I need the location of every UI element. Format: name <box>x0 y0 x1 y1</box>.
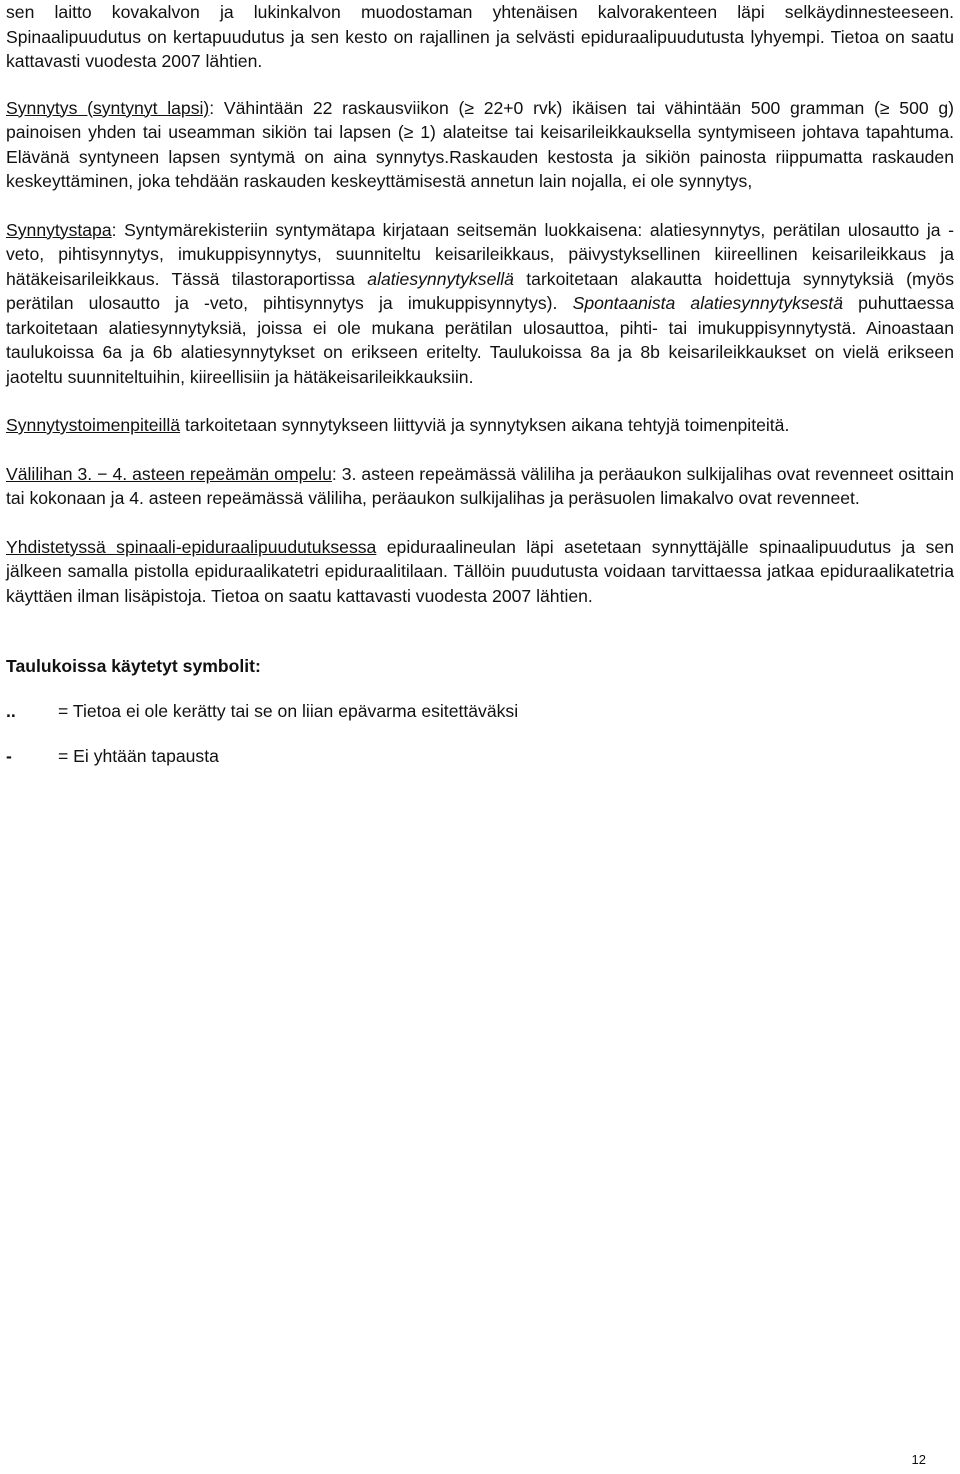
synnytystapa-text-2: tarkoitetaan alakautta hoidettuja synnytyksiä (myös perätilan ulosautto ja -veto, pihtisynnytys ja imukuppisynnytys). <box>6 268 955 313</box>
symbols-heading: Taulukoissa käytetyt symbolit: <box>6 656 261 676</box>
intro-paragraph: sen laitto kovakalvon ja lukinkalvon muodostaman yhtenäisen kalvorakenteen läpi selkäydinnesteeseen. Spinaalipuudutus on kertapuudutus ja sen kesto on rajallinen ja selvästi epiduraalipuudutusta lyhyempi. Tietoa on saatu kattavasti vuodesta 2007 lähtien. <box>6 2 954 71</box>
spacer <box>6 389 954 413</box>
synnytystapa-text-3: puhuttaessa tarkoitetaan alatiesynnytyksiä, joissa ei ole mukana perätilan ulosauttoa, pihti- tai imukuppisynnytystä. Ainoastaan taulukoissa 6a ja 6b alatiesynnytykset on erikseen eritelty. Taulukoissa 8a ja 8b keisarileikkaukset on vielä erikseen jaoteltu suunniteltuihin, kiireellisiin ja hätäkeisarileikkauksiin. <box>6 293 954 387</box>
spacer <box>6 438 954 462</box>
synnytystapa-paragraph <box>6 218 954 390</box>
page-number: 12 <box>911 1452 926 1467</box>
symbol-meaning: = Ei yhtään tapausta <box>58 746 219 766</box>
spacer <box>6 511 954 535</box>
spacer <box>6 194 954 218</box>
toimenpiteet-text: tarkoitetaan synnytykseen liittyviä ja synnytyksen aikana tehtyjä toimenpiteitä. <box>180 415 790 435</box>
synnytys-paragraph <box>6 96 954 194</box>
yhdistetty-text: epiduraalineulan läpi asetetaan synnyttäjälle spinaalipuudutus ja sen jälkeen samalla pistolla epiduraalikatetri epiduraalitilaan. Tällöin puudutusta voidaan tarvittaessa jatkaa epiduraalikatetria käyttäen ilman lisäpistoja. Tietoa on saatu kattavasti vuodesta 2007 lähtien. <box>6 536 954 606</box>
symbol-key: .. <box>6 700 16 721</box>
spacer <box>6 74 954 96</box>
valiliha-term: Välilihan 3. − 4. asteen repeämän ompelu <box>6 463 332 484</box>
document-page <box>6 0 954 769</box>
valiliha-text: : 3. asteen repeämässä väliliha ja peräaukon sulkijalihas ovat revenneet osittain tai kokonaan ja 4. asteen repeämässä väliliha, peräaukon sulkijalihas ja peräsuolen limakalvo ovat revenneet. <box>6 463 954 508</box>
toimenpiteet-term: Synnytystoimenpiteillä <box>6 415 181 435</box>
symbol-meaning: = Tietoa ei ole kerätty tai se on liian epävarma esitettäväksi <box>58 700 519 721</box>
symbol-key: - <box>6 746 12 766</box>
spacer <box>6 679 954 699</box>
spacer <box>6 723 954 744</box>
symbol-row <box>6 699 954 724</box>
synnytystapa-italic-2: Spontaanista alatiesynnytyksestä <box>572 293 843 313</box>
synnytys-text: : Vähintään 22 raskausviikon (≥ 22+0 rvk) ikäisen tai vähintään 500 gramman (≥ 500 g) painoisen yhden tai useamman sikiön tai lapsen (≥ 1) alateitse tai keisarileikkauksella syntymiseen johtava tapahtuma. Elävänä syntyneen lapsen syntymä on aina synnytys.Raskauden kestosta ja sikiön painosta riippumatta raskauden keskeyttäminen, joka tehdään raskauden keskeyttämisestä annetun lain nojalla, ei ole synnytys, <box>6 97 955 191</box>
yhdistetty-term: Yhdistetyssä spinaali-epiduraalipuudutuksessa <box>6 536 377 557</box>
toimenpiteet-paragraph <box>6 413 954 438</box>
synnytystapa-term: Synnytystapa <box>6 219 112 240</box>
synnytystapa-text-1: : Syntymärekisteriin syntymätapa kirjataan seitsemän luokkaisena: alatiesynnytys, perätilan ulosautto ja -veto, pihtisynnytys, imukuppisynnytys, suunniteltu keisarileikkaus, päivystyksellinen kiireellinen keisarileikkaus ja hätäkeisarileikkaus. Tässä tilastoraportissa <box>6 219 954 289</box>
valiliha-paragraph <box>6 462 954 511</box>
synnytystapa-italic-1: alatiesynnytyksellä <box>367 268 514 289</box>
yhdistetty-paragraph <box>6 535 954 609</box>
synnytys-term: Synnytys (syntynyt lapsi) <box>6 97 210 118</box>
spacer <box>6 608 954 654</box>
symbol-row <box>6 744 954 769</box>
